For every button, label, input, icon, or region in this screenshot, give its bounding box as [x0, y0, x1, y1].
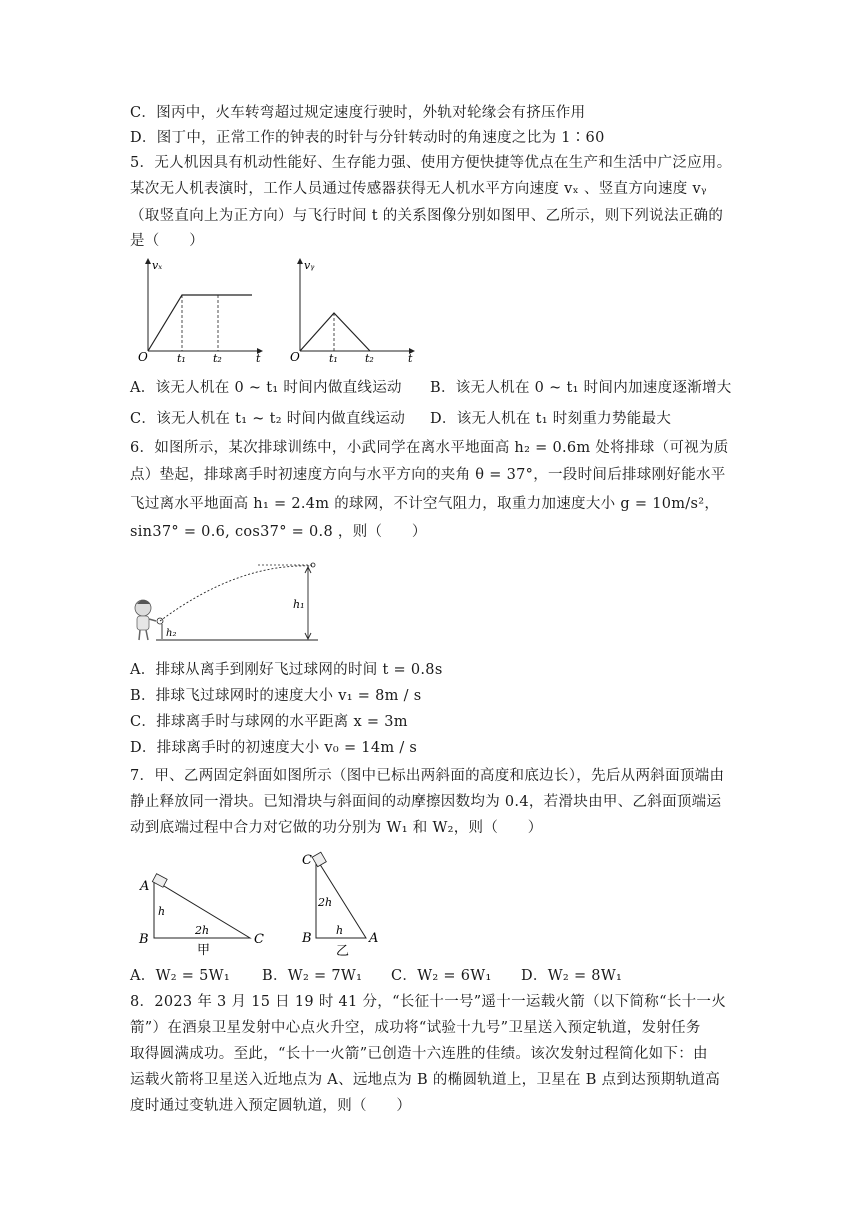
- q5-graph-vx-t: t: [256, 352, 261, 365]
- q7-option-a: A．W₂ = 5W₁: [130, 968, 230, 984]
- q8-line: 取得圆满成功。至此，“长十一火箭”已创造十六连胜的佳绩。该次发射过程简化如下：由: [130, 1046, 708, 1062]
- q5-option-a: A．该无人机在 0 ~ t₁ 时间内做直线运动: [130, 380, 402, 396]
- q5-graph-vx-t2: t₂: [213, 352, 222, 365]
- q7-option-c: C．W₂ = 6W₁: [391, 968, 492, 984]
- svg-text:h: h: [336, 924, 344, 937]
- q4-option-c: C．图丙中，火车转弯超过规定速度行驶时，外轨对轮缘会有挤压作用: [130, 105, 586, 121]
- q8-line: 度时通过变轨进入预定圆轨道，则（ ）: [130, 1098, 412, 1114]
- q5-graph-vy-origin: O: [290, 350, 300, 364]
- q5-graph-vy-ylabel: vᵧ: [304, 259, 315, 272]
- q5-graph-vx-curve: [148, 295, 252, 351]
- q6-h1-label: h₁: [293, 598, 305, 611]
- q5-graph-vy-curve: [300, 313, 370, 351]
- q5-graph-vx: [130, 255, 270, 367]
- svg-text:B: B: [302, 931, 312, 946]
- q7-line: 7．甲、乙两固定斜面如图所示（图中已标出两斜面的高度和底边长），先后从两斜面顶端由: [130, 768, 725, 784]
- svg-text:h: h: [158, 905, 166, 918]
- q5-graph-vx-ylabel: vₓ: [152, 259, 163, 272]
- svg-text:C: C: [302, 853, 312, 868]
- svg-text:A: A: [140, 879, 150, 894]
- q8-line: 运载火箭将卫星送入近地点为 A、远地点为 B 的椭圆轨道上，卫星在 B 点到达预期轨道高: [130, 1072, 721, 1088]
- q5-line: 某次无人机表演时，工作人员通过传感器获得无人机水平方向速度 vₓ 、竖直方向速度 vᵧ: [130, 181, 707, 197]
- q6-figure: [128, 558, 328, 648]
- q4-option-d: D．图丁中，正常工作的钟表的时针与分针转动时的角速度之比为 1∶60: [130, 130, 605, 146]
- q5-graph-vy-t1: t₁: [329, 352, 338, 365]
- q6-option-d: D．排球离手时的初速度大小 v₀ = 14m / s: [130, 740, 418, 756]
- block-yi-icon: [312, 852, 326, 867]
- q5-option-b: B．该无人机在 0 ~ t₁ 时间内加速度逐渐增大: [430, 380, 732, 396]
- q6-line: sin37° = 0.6, cos37° = 0.8 ，则（ ）: [130, 524, 427, 540]
- q5-graph-vx-origin: O: [138, 350, 148, 364]
- q7-figure-yi: [296, 850, 396, 960]
- block-jia-icon: [152, 874, 167, 888]
- q5-graph-vy-t: t: [408, 352, 413, 365]
- q6-trajectory: [160, 566, 312, 621]
- q7-figure-jia: [132, 868, 272, 958]
- q6-option-a: A．排球从离手到刚好飞过球网的时间 t = 0.8s: [130, 662, 443, 678]
- svg-text:2h: 2h: [318, 896, 333, 909]
- q7-line: 动到底端过程中合力对它做的功分别为 W₁ 和 W₂，则（ ）: [130, 820, 543, 836]
- svg-text:B: B: [139, 932, 149, 947]
- q7-line: 静止释放同一滑块。已知滑块与斜面间的动摩擦因数均为 0.4，若滑块由甲、乙斜面顶端运: [130, 794, 722, 810]
- q7-fig-jia-name: 甲: [197, 943, 211, 958]
- q7-option-d: D．W₂ = 8W₁: [521, 968, 623, 984]
- q5-line: 5．无人机因具有机动性能好、生存能力强、使用方便快捷等优点在生产和生活中广泛应用。: [130, 155, 732, 171]
- q5-line: （取竖直向上为正方向）与飞行时间 t 的关系图像分别如图甲、乙所示，则下列说法正确的: [130, 208, 724, 224]
- q6-line: 飞过离水平地面高 h₁ = 2.4m 的球网，不计空气阻力，取重力加速度大小 g = 10m/s²，: [130, 496, 720, 512]
- svg-text:C: C: [254, 932, 264, 947]
- svg-text:A: A: [369, 931, 379, 946]
- q6-line: 6．如图所示，某次排球训练中，小武同学在离水平地面高 h₂ = 0.6m 处将排球（可视为质: [130, 440, 729, 456]
- q5-option-c: C．该无人机在 t₁ ~ t₂ 时间内做直线运动: [130, 411, 406, 427]
- q8-line: 8．2023 年 3 月 15 日 19 时 41 分，“长征十一号”遥十一运载火箭（以下简称“长十一火: [130, 994, 727, 1010]
- q6-option-b: B．排球飞过球网时的速度大小 v₁ = 8m / s: [130, 688, 422, 704]
- q7-fig-yi-name: 乙: [336, 944, 350, 959]
- q5-graph-vy: [282, 255, 422, 367]
- svg-text:2h: 2h: [195, 924, 210, 937]
- q8-line: 箭”）在酒泉卫星发射中心点火升空，成功将“试验十九号”卫星送入预定轨道，发射任务: [130, 1020, 701, 1036]
- q6-option-c: C．排球离手时与球网的水平距离 x = 3m: [130, 714, 408, 730]
- q5-option-d: D．该无人机在 t₁ 时刻重力势能最大: [430, 411, 672, 427]
- player-icon: [135, 600, 156, 640]
- q6-h2-label: h₂: [166, 628, 177, 639]
- q7-option-b: B．W₂ = 7W₁: [262, 968, 363, 984]
- q5-line: 是（ ）: [130, 233, 204, 249]
- q5-graph-vx-t1: t₁: [177, 352, 186, 365]
- q6-line: 点）垫起，排球离手时初速度方向与水平方向的夹角 θ = 37°，一段时间后排球刚好能水平: [130, 467, 726, 483]
- q5-graph-vy-t2: t₂: [365, 352, 374, 365]
